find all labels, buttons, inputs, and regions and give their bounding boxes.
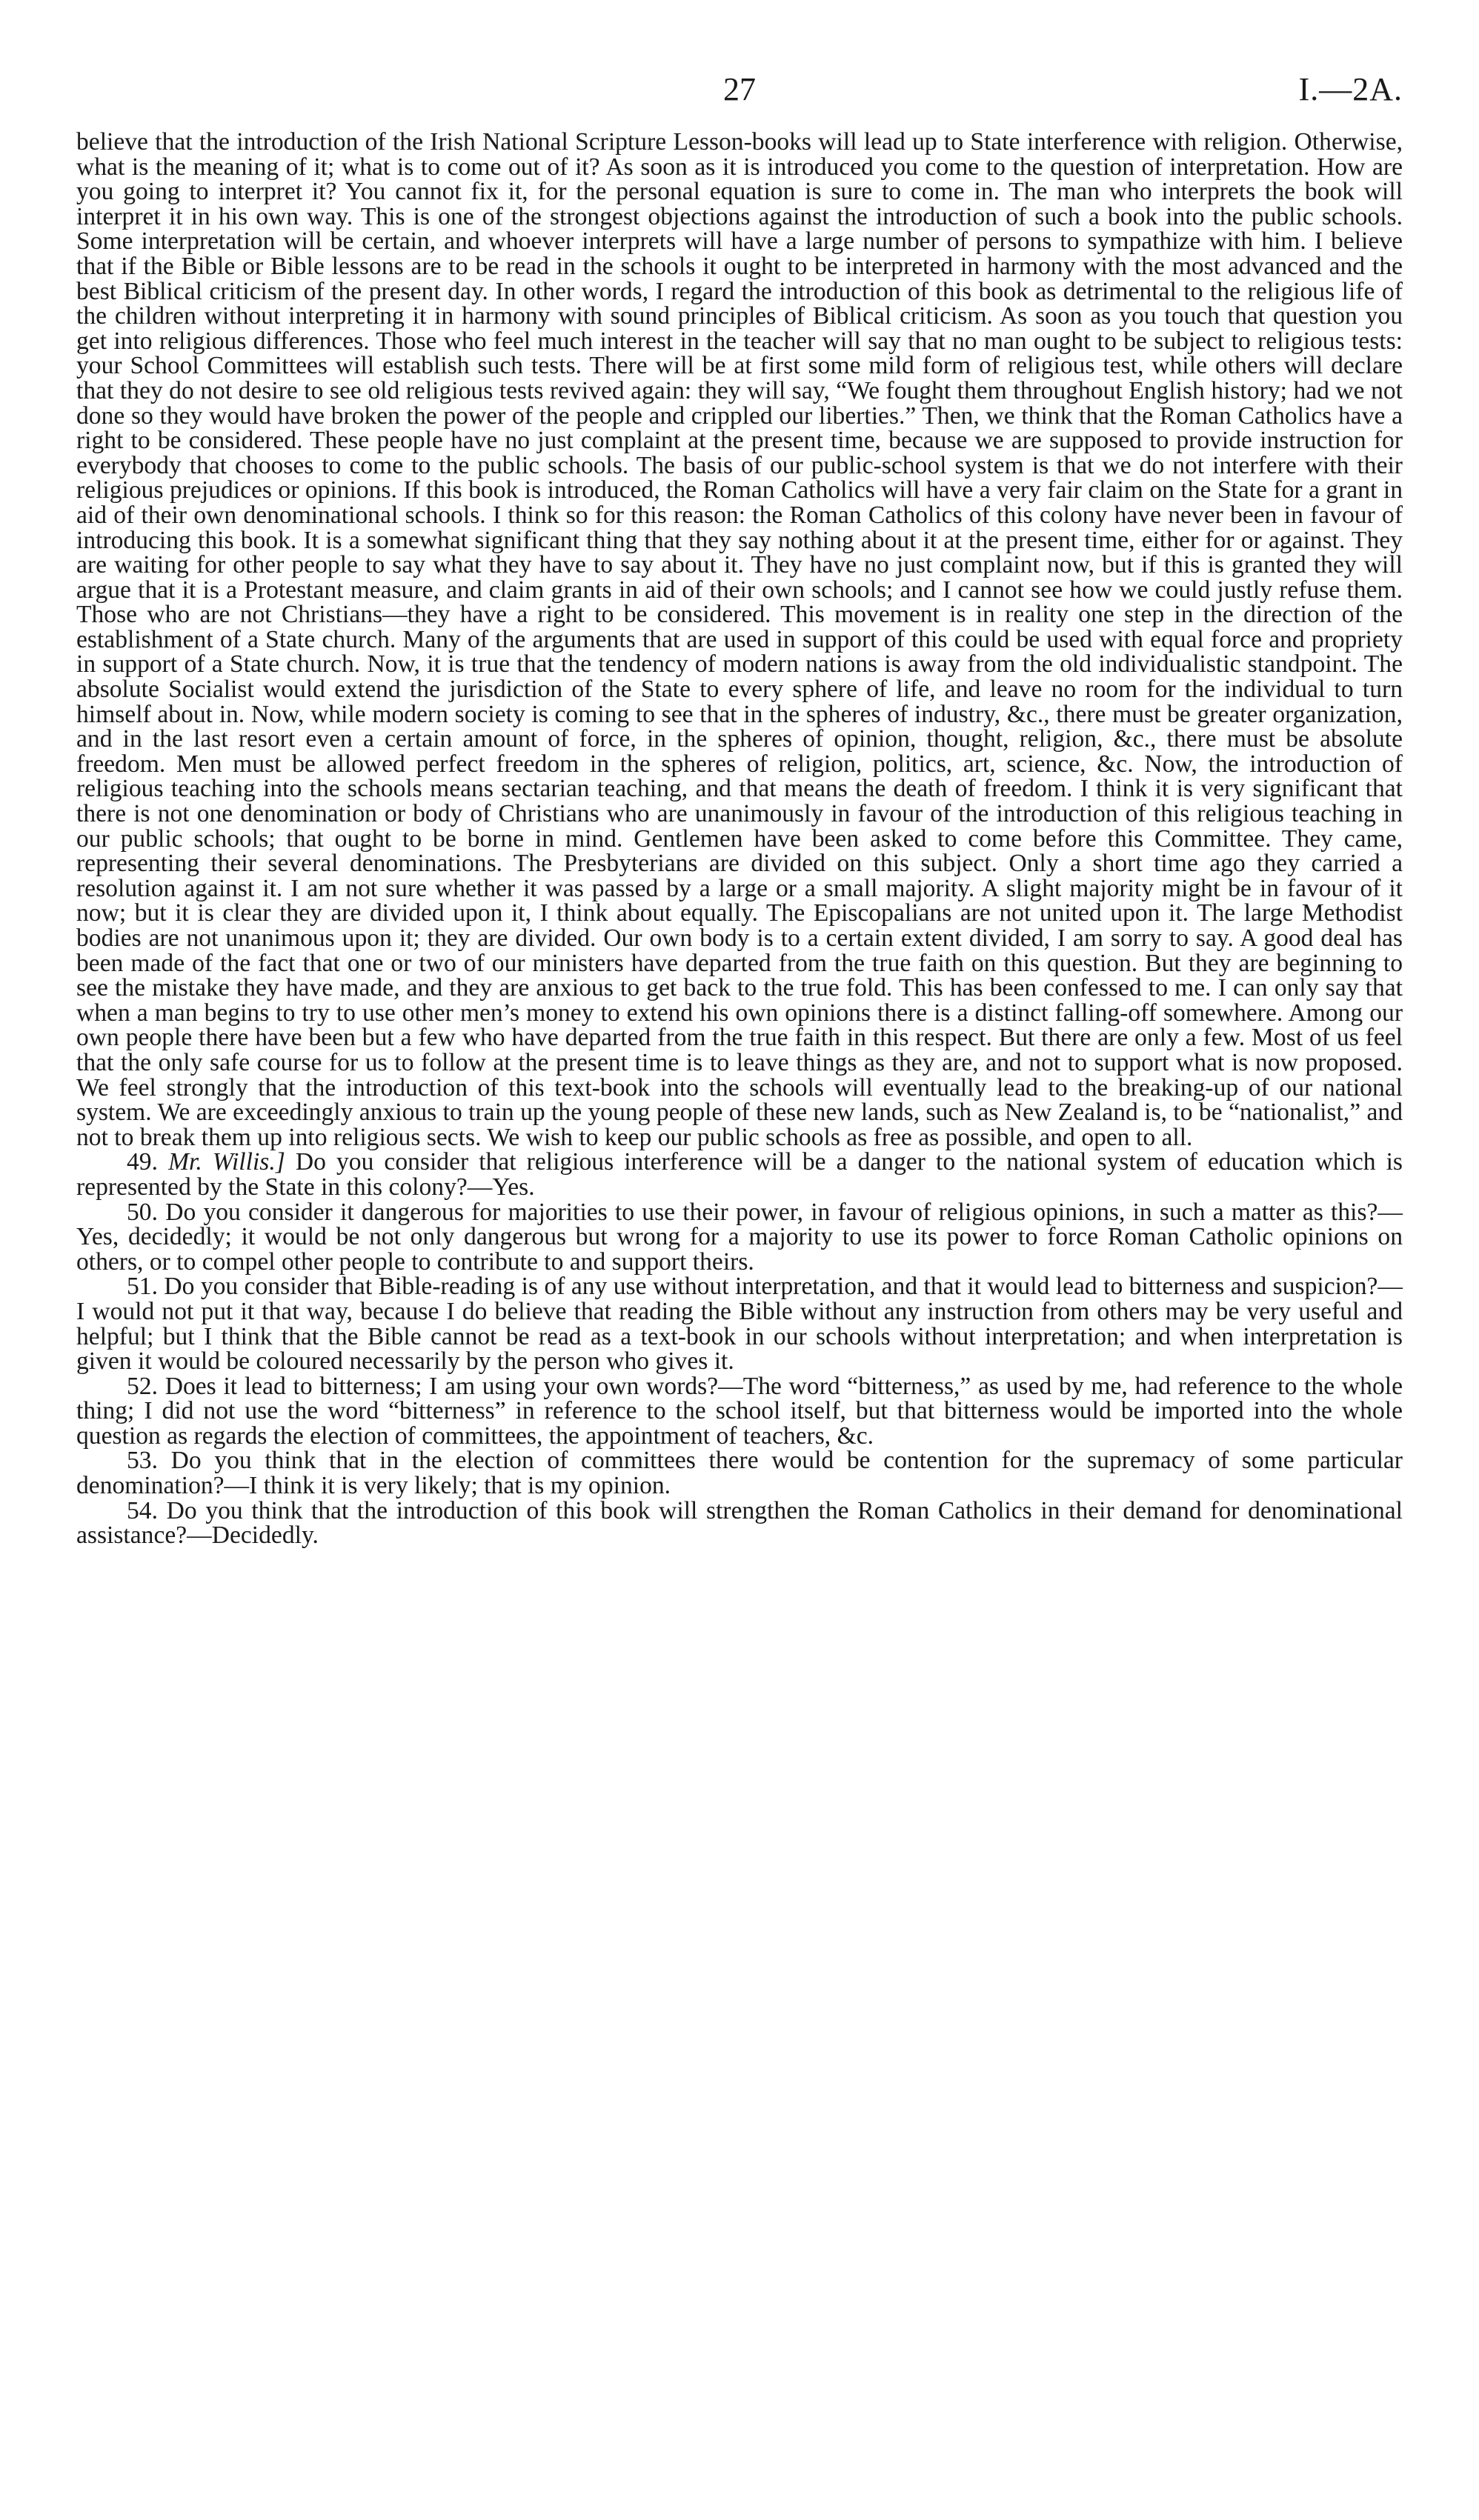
question-50: 50. Do you consider it dangerous for majorities to use their power, in favour of religious opinions, in such a matter as this?—Yes, decidedly; it would be not only dangerous but wrong for a majority to use its power to force Roman Catholic opinions on others, or to compel other people to contribute to and support theirs.: [76, 1198, 1403, 1276]
page-header: [76, 70, 1403, 130]
question-text: Do you consider that religious interference will be a danger to the national system of education which is represented by the State in this colony?—Yes.: [76, 1148, 1403, 1201]
page-number: 27: [723, 71, 756, 107]
document-page: [76, 70, 1403, 1548]
question-number: 49.: [127, 1148, 158, 1176]
questioner-name: Mr. Willis.]: [168, 1148, 285, 1176]
question-52: 52. Does it lead to bitterness; I am using your own words?—The word “bitterness,” as used by me, had reference to the whole thing; I did not use the word “bitterness” in reference to the school itself, but that bitterness would be imported into the whole question as regards the election of committees, the appointment of teachers, &c.: [76, 1372, 1403, 1450]
question-49: [76, 1150, 1403, 1199]
question-51: 51. Do you consider that Bible-reading is of any use without interpretation, and that it would lead to bitterness and suspicion?—I would not put it that way, because I do believe that reading the Bible without any instruction from others may be very useful and helpful; but I think that the Bible cannot be read as a text-book in our schools without interpretation; and when interpretation is given it would be coloured necessarily by the person who gives it.: [76, 1273, 1403, 1376]
answer-continuation-paragraph: believe that the introduction of the Irish National Scripture Lesson-books will lead up to State interference with religion. Otherwise, what is the meaning of it; what is to come out of it? As soon as it is introduced you come to the question of interpretation. How are you going to interpret it? You cannot fix it, for the personal equation is sure to come in. The man who interprets the book will interpret it in his own way. This is one of the strongest objections against the introduction of such a book into the public schools. Some interpretation will be certain, and whoever interprets will have a large number of persons to sympathize with him. I believe that if the Bible or Bible lessons are to be read in the schools it ought to be interpreted in harmony with the most advanced and the best Biblical criticism of the present day. In other words, I regard the introduction of this book as detrimental to the religious life of the children without interpreting it in harmony with sound principles of Biblical criticism. As soon as you touch that question you get into religious differences. Those who feel much interest in the teacher will say that no man ought to be subject to religious tests: your School Committees will establish such tests. There will be at first some mild form of religious test, while others will declare that they do not desire to see old religious tests revived again: they will say, “We fought them throughout English history; had we not done so they would have broken the power of the people and crippled our liberties.” Then, we think that the Roman Catholics have a right to be considered. These people have no just complaint at the present time, because we are supposed to provide instruction for everybody that chooses to come to the public schools. The basis of our public-school system is that we do not interfere with their religious prejudices or opinions. If this book is introduced, the Roman Catholics will have a very fair claim on the State for a grant in aid of their own denominational schools. I think so for this reason: the Roman Catholics of this colony have never been in favour of introducing this book. It is a somewhat significant thing that they say nothing about it at the present time, either for or against. They are waiting for other people to say what they have to say about it. They have no just complaint now, but if this is granted they will argue that it is a Protestant measure, and claim grants in aid of their own schools; and I cannot see how we could justly refuse them. Those who are not Christians—they have a right to be considered. This movement is in reality one step in the direction of the establishment of a State church. Many of the arguments that are used in support of this could be used with equal force and propriety in support of a State church. Now, it is true that the tendency of modern nations is away from the old individualistic standpoint. The absolute Socialist would extend the jurisdiction of the State to every sphere of life, and leave no room for the individual to turn himself about in. Now, while modern society is coming to see that in the spheres of industry, &c., there must be greater organization, and in the last resort even a certain amount of force, in the spheres of opinion, thought, religion, &c., there must be absolute freedom. Men must be allowed perfect freedom in the spheres of religion, politics, art, science, &c. Now, the introduction of religious teaching into the schools means sectarian teaching, and that means the death of freedom. I think it is very significant that there is not one denomination or body of Christians who are unanimously in favour of the introduction of this religious teaching in our public schools; that ought to be borne in mind. Gentlemen have been asked to come before this Committee. They came, representing their several denominations. The Presbyterians are divided on this subject. Only a short time ago they carried a resolution against it. I am not sure whether it was passed by a large or a small majority. A slight majority might be in favour of it now; but it is clear they are divided upon it, I think about equally. The Episcopalians are not united upon it. The large Methodist bodies are not unanimous upon it; they are divided. Our own body is to a certain extent divided, I am sorry to say. A good deal has been made of the fact that one or two of our ministers have departed from the true faith on this question. But they are beginning to see the mistake they have made, and they are anxious to get back to the true fold. This has been confessed to me. I can only say that when a man begins to try to use other men’s money to extend his own opinions there is a distinct falling-off somewhere. Among our own people there have been but a few who have departed from the true faith in this respect. But there are only a few. Most of us feel that the only safe course for us to follow at the present time is to leave things as they are, and not to support what is now proposed. We feel strongly that the introduction of this text-book into the schools will eventually lead to the breaking-up of our national system. We are exceedingly anxious to train up the young people of these new lands, such as New Zealand is, to be “nationalist,” and not to break them up into religious sects. We wish to keep our public schools as free as possible, and open to all.: [76, 128, 1403, 1151]
question-53: 53. Do you think that in the election of committees there would be contention for the supremacy of some particular denomination?—I think it is very likely; that is my opinion.: [76, 1447, 1403, 1500]
document-reference: I.—2A.: [1298, 71, 1403, 107]
question-54: 54. Do you think that the introduction of this book will strengthen the Roman Catholics in their demand for denominational assistance?—Decidedly.: [76, 1496, 1403, 1550]
body-text: [76, 130, 1403, 1548]
